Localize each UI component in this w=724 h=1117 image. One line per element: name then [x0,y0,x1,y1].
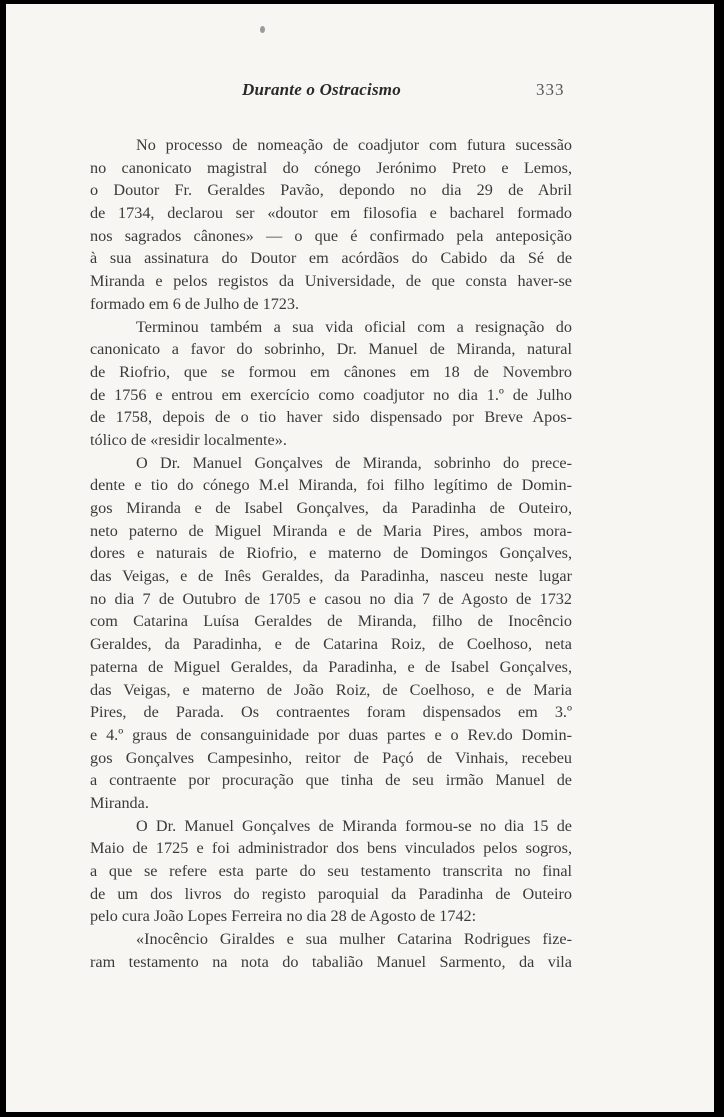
running-head [6,80,714,108]
text-line: O Dr. Manuel Gonçalves de Miranda formou-se no dia 15 de [136,816,572,835]
text-line: nos sagrados cânones» — o que é confirmado pela anteposição [90,226,572,245]
text-line: neto paterno de Miguel Miranda e de Maria Pires, ambos mora- [90,521,572,540]
text-line: de 1758, depois de o tio haver sido dispensado por Breve Apos- [90,408,572,427]
text-line: ram testamento na nota do tabalião Manuel Sarmento, da vila [90,952,572,971]
text-line: Miranda e pelos registos da Universidade, de que consta haver-se [90,272,572,291]
text-line: das Veigas, e materno de João Roiz, de Coelhoso, e de Maria [90,680,572,699]
text-line: formado em 6 de Julho de 1723. [90,294,300,313]
text-line: dores e naturais de Riofrio, e materno de Domingos Gonçalves, [90,544,572,563]
text-line: e 4.º graus de consanguinidade por duas partes e o Rev.do Domin- [90,725,572,744]
text-line: pelo cura João Lopes Ferreira no dia 28 de Agosto de 1742: [90,907,477,926]
text-line: paterna de Miguel Geraldes, da Paradinha, e de Isabel Gonçalves, [90,657,572,676]
page-number: 333 [536,80,565,99]
running-title: Durante o Ostracismo [242,80,401,99]
text-line: de 1734, declarou ser «doutor em filosofia e bacharel formado [90,204,572,223]
text-line: dente e tio do cónego M.el Miranda, foi filho legítimo de Domin- [90,476,572,495]
text-line: No processo de nomeação de coadjutor com futura sucessão [136,136,572,154]
text-line: a contraente por procuração que tinha de seu irmão Manuel de [90,771,572,790]
book-page [6,4,714,1112]
text-line: O Dr. Manuel Gonçalves de Miranda, sobrinho do prece- [136,453,572,472]
text-line: Geraldes, da Paradinha, e de Catarina Roiz, de Coelhoso, neta [90,635,572,654]
text-line: canonicato a favor do sobrinho, Dr. Manuel de Miranda, natural [90,340,572,359]
text-line: a que se refere esta parte do seu testamento transcrita no final [90,862,572,880]
text-line: Maio de 1725 e foi administrador dos bens vinculados pelos sogros, [90,839,572,858]
text-line: no canonicato magistral do cónego Jerónimo Preto e Lemos, [90,158,572,177]
text-line: Pires, de Parada. Os contraentes foram dispensados em 3.º [90,703,572,722]
text-line: o Doutor Fr. Geraldes Pavão, depondo no dia 29 de Abril [90,181,572,200]
text-line: com Catarina Luísa Geraldes de Miranda, filho de Inocêncio [90,612,572,631]
text-line: «Inocêncio Giraldes e sua mulher Catarina Rodrigues fize- [136,930,572,949]
text-line: das Veigas, e de Inês Geraldes, da Paradinha, nasceu neste lugar [90,567,572,586]
text-line: gos Gonçalves Campesinho, reitor de Paçó de Vinhais, recebeu [90,748,572,767]
ink-speck [260,26,265,33]
text-line: tólico de «residir localmente». [90,430,287,449]
text-line: de 1756 e entrou em exercício como coadjutor no dia 1.º de Julho [90,385,572,404]
text-line: de Riofrio, que se formou em cânones em 18 de Novembro [90,362,572,381]
text-line: gos Miranda e de Isabel Gonçalves, da Paradinha de Outeiro, [90,499,572,517]
text-line: Terminou também a sua vida oficial com a resignação do [136,317,572,336]
text-line: no dia 7 de Outubro de 1705 e casou no dia 7 de Agosto de 1732 [90,589,572,608]
text-line: Miranda. [90,793,149,812]
body-text [90,134,572,973]
text-line: de um dos livros do registo paroquial da Paradinha de Outeiro [90,884,572,903]
text-line: à sua assinatura do Doutor em acórdãos do Cabido da Sé de [90,249,572,268]
